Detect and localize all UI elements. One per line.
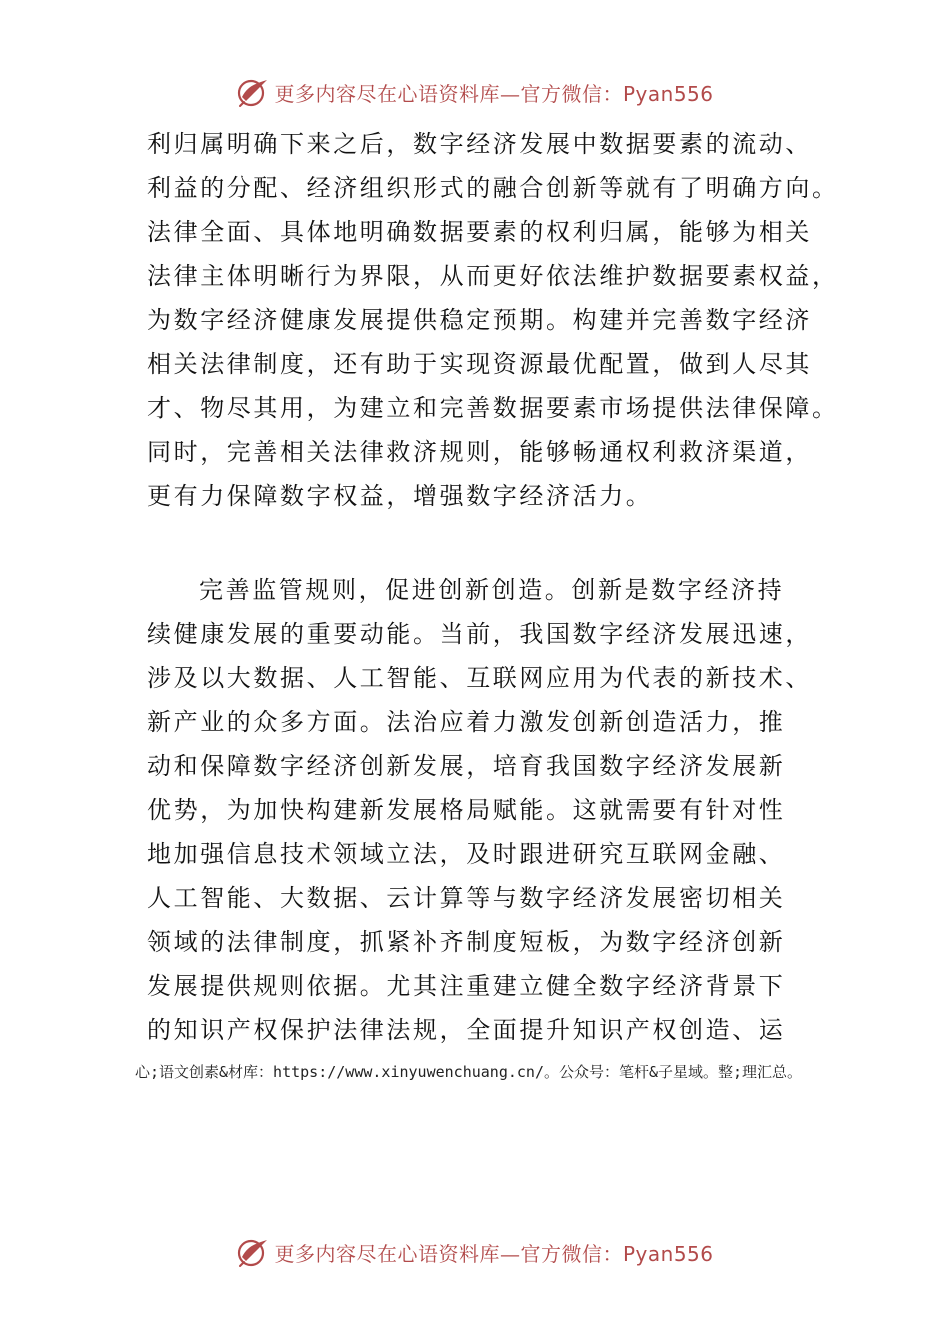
text-line: 领域的法律制度，抓紧补齐制度短板，为数字经济创新 [147,928,786,956]
text-line: 地加强信息技术领域立法，及时跟进研究互联网金融、 [147,840,786,868]
text-line: 人工智能、大数据、云计算等与数字经济发展密切相关 [147,884,786,912]
text-line: 发展提供规则依据。尤其注重建立健全数字经济背景下 [147,972,786,1000]
paragraph-1 [147,122,839,518]
brand-logo-icon [236,1235,270,1269]
banner-text: 更多内容尽在心语资料库—官方微信：Pyan556 [274,81,714,106]
text-line: 更有力保障数字权益，增强数字经济活力。 [147,482,653,510]
text-line: 新产业的众多方面。法治应着力激发创新创造活力，推 [147,708,786,736]
text-line: 利归属明确下来之后，数字经济发展中数据要素的流动、 [147,130,812,158]
header-banner [0,72,950,112]
paragraph-2 [147,568,812,1052]
text-line: 续健康发展的重要动能。当前，我国数字经济发展迅速， [147,620,812,648]
text-line: 涉及以大数据、人工智能、互联网应用为代表的新技术、 [147,664,812,692]
footnote: 心;语文创素&材库：https://www.xinyuwenchuang.cn/。公众号：笔杆&子星域。整;理汇总。 [135,1063,803,1081]
footer-banner [0,1232,950,1272]
text-line: 利益的分配、经济组织形式的融合创新等就有了明确方向。 [147,174,839,202]
brand-logo-icon [236,75,270,109]
text-line: 同时，完善相关法律救济规则，能够畅通权利救济渠道， [147,438,812,466]
text-line: 的知识产权保护法律法规，全面提升知识产权创造、运 [147,1016,786,1044]
banner-text: 更多内容尽在心语资料库—官方微信：Pyan556 [274,1241,714,1266]
text-line: 法律全面、具体地明确数据要素的权利归属，能够为相关 [147,218,812,246]
text-line: 才、物尽其用，为建立和完善数据要素市场提供法律保障。 [147,394,839,422]
text-line: 优势，为加快构建新发展格局赋能。这就需要有针对性 [147,796,786,824]
text-line: 为数字经济健康发展提供稳定预期。构建并完善数字经济 [147,306,812,334]
text-line: 相关法律制度，还有助于实现资源最优配置，做到人尽其 [147,350,812,378]
text-line: 法律主体明晰行为界限，从而更好依法维护数据要素权益， [147,262,839,290]
text-line: 动和保障数字经济创新发展，培育我国数字经济发展新 [147,752,786,780]
text-line: 完善监管规则，促进创新创造。创新是数字经济持 [199,576,785,604]
